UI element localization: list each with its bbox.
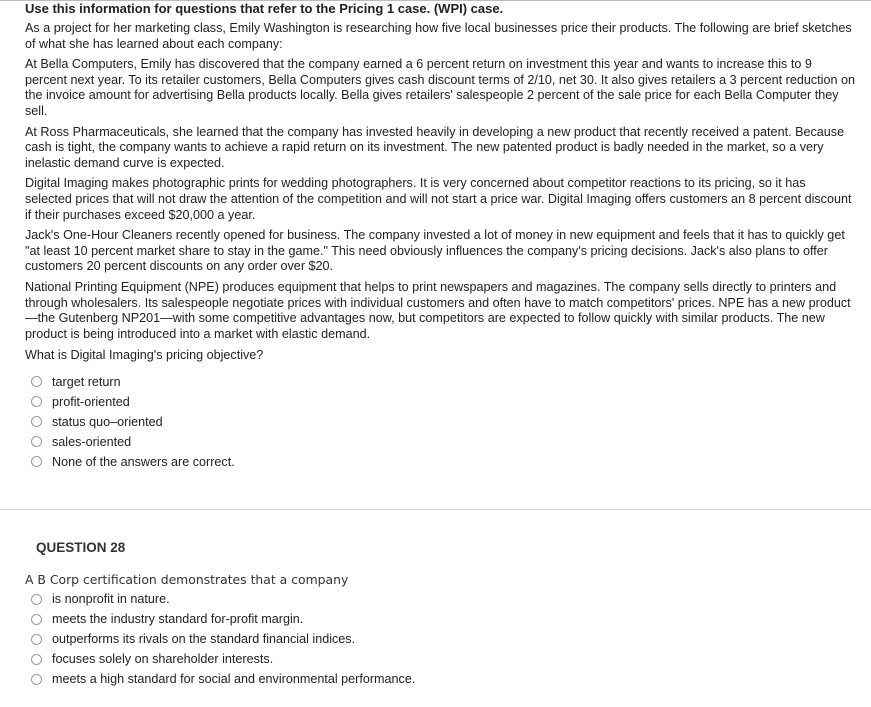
answer-option[interactable] — [31, 412, 855, 432]
radio-button[interactable] — [31, 594, 42, 605]
radio-button[interactable] — [31, 674, 42, 685]
case-paragraph: At Bella Computers, Emily has discovered that the company earned a 6 percent return on investment this year and wants to increase this to 9 percent next year. To its retailer customers, Bella Computers gives cash discount terms of 2/10, net 30. It also gives retailers a 3 percent reduction on the invoice amount for advertising Bella products locally. Bella gives retailers' salespeople 2 percent of the sale price for each Bella Computer they sell. — [25, 57, 855, 118]
answer-label: profit-oriented — [52, 394, 130, 409]
question-prompt: What is Digital Imaging's pricing objective? — [25, 348, 264, 363]
radio-button[interactable] — [31, 416, 42, 427]
answer-label: None of the answers are correct. — [52, 454, 235, 469]
answer-option[interactable] — [31, 649, 855, 669]
case-paragraph: National Printing Equipment (NPE) produces equipment that helps to print newspapers and magazines. The company sells directly to printers and through wholesalers. Its salespeople negotiate prices with individual customers and often have to match competitors' prices. NPE has a new product—the Gutenberg NP201—with some competitive advantages now, but competitors are expected to follow quickly with similar products. The new product is being introduced into a market with elastic demand. — [25, 279, 851, 341]
answer-label: focuses solely on shareholder interests. — [52, 652, 274, 666]
radio-button[interactable] — [31, 456, 42, 467]
radio-button[interactable] — [31, 634, 42, 645]
answer-options — [31, 372, 855, 472]
question-prompt: A B Corp certification demonstrates that a company — [25, 572, 349, 587]
answer-option[interactable] — [31, 392, 855, 412]
answer-option[interactable] — [31, 452, 855, 472]
answer-option[interactable] — [31, 609, 855, 629]
answer-label: sales-oriented — [52, 434, 132, 449]
answer-label: target return — [52, 374, 121, 389]
question-title: QUESTION 28 — [36, 540, 126, 555]
question-28-section — [25, 540, 855, 689]
radio-button[interactable] — [31, 654, 42, 665]
radio-button[interactable] — [31, 614, 42, 625]
case-paragraph: Jack's One-Hour Cleaners recently opened for business. The company invested a lot of money in new equipment and feels that it has to quickly get "at least 10 percent market share to stay in the game." This need obviously influences the company's pricing decisions. Jack's also plans to offer customers 20 percent discounts on any order over $20. — [25, 228, 845, 274]
radio-button[interactable] — [31, 436, 42, 447]
case-heading: Use this information for questions that refer to the Pricing 1 case. (WPI) case. — [25, 1, 504, 16]
answer-label: meets a high standard for social and environmental performance. — [52, 672, 416, 686]
answer-option[interactable] — [31, 629, 855, 649]
answer-options — [31, 589, 855, 689]
case-paragraph: As a project for her marketing class, Emily Washington is researching how five local businesses price their products. The following are brief sketches of what she has learned about each company: — [25, 21, 852, 51]
case-paragraph: Digital Imaging makes photographic prints for wedding photographers. It is very concerned about competitor reactions to its pricing, so it has selected prices that will not draw the attention of the competition and will not start a price war. Digital Imaging offers customers an 8 percent discount if their purchases exceed $20,000 a year. — [25, 176, 852, 222]
radio-button[interactable] — [31, 396, 42, 407]
answer-label: is nonprofit in nature. — [52, 592, 170, 606]
answer-option[interactable] — [31, 432, 855, 452]
answer-label: meets the industry standard for-profit margin. — [52, 612, 304, 626]
answer-option[interactable] — [31, 589, 855, 609]
answer-option[interactable] — [31, 372, 855, 392]
case-section — [25, 1, 855, 472]
answer-label: status quo–oriented — [52, 414, 163, 429]
answer-option[interactable] — [31, 669, 855, 689]
case-paragraph: At Ross Pharmaceuticals, she learned that the company has invested heavily in developing a new product that recently received a patent. Because cash is tight, the company wants to achieve a rapid return on its investment. The new patented product is badly needed in the market, so a very inelastic demand curve is expected. — [25, 124, 845, 170]
question-divider — [0, 509, 871, 510]
radio-button[interactable] — [31, 376, 42, 387]
answer-label: outperforms its rivals on the standard financial indices. — [52, 632, 356, 646]
